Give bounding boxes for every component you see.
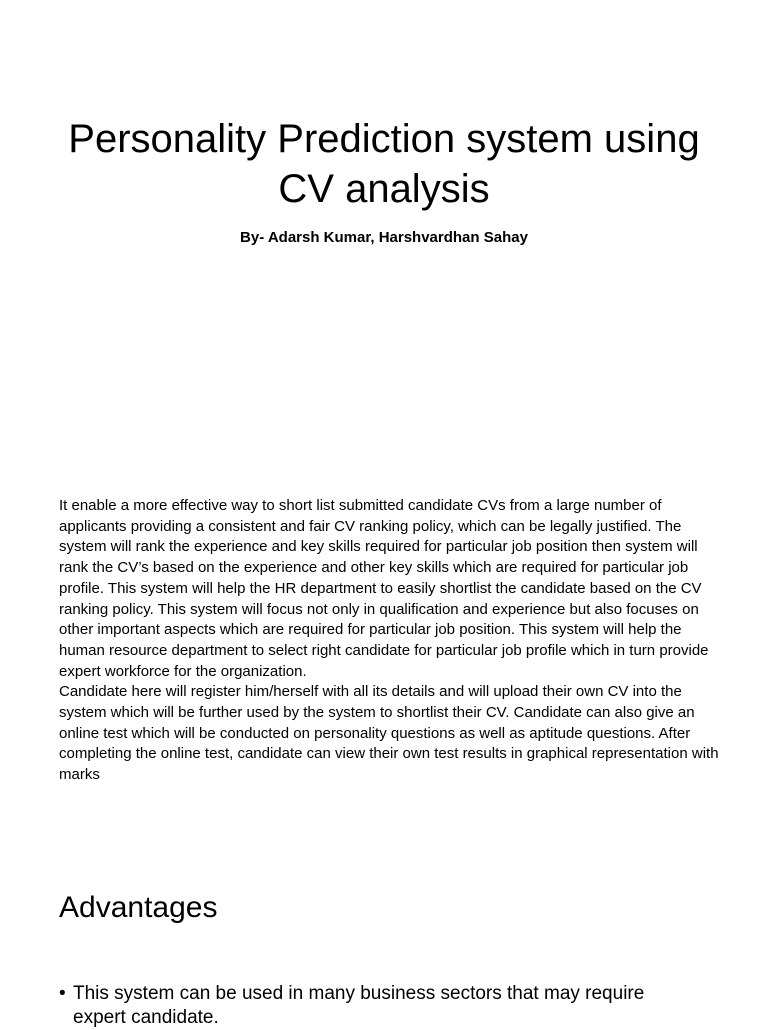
advantages-heading: Advantages bbox=[59, 891, 218, 924]
description-paragraph: It enable a more effective way to short list submitted candidate CVs from a large number of applicants providing a consistent and fair CV ranking policy, which can be legally justified. The system will rank the experience and key skills required for particular job position then system will rank the CV’s based on the experience and other key skills which are required for particular job profile. This system will help the HR department to easily shortlist the candidate based on the CV ranking policy. This system will focus not only in qualification and experience but also focuses on other important aspects which are required for particular job position. This system will help the human resource department to select right candidate for particular job profile which in turn provide expert workforce for the organization. bbox=[59, 497, 709, 680]
description-text bbox=[59, 496, 719, 786]
slide-title: Personality Prediction system using CV analysis bbox=[68, 117, 700, 211]
list-item bbox=[59, 982, 699, 1030]
description-paragraph: Candidate here will register him/herself with all its details and will upload their own CV into the system which will be further used by the system to shortlist their CV. Candidate can also give an online test which will be conducted on personality questions as well as aptitude questions. After completing the online test, candidate can view their own test results in graphical representation with marks bbox=[59, 683, 719, 784]
list-item-text: This system can be used in many business sectors that may require expert candidate. bbox=[73, 983, 645, 1028]
bullet-icon: • bbox=[59, 983, 66, 1004]
author-line: By- Adarsh Kumar, Harshvardhan Sahay bbox=[240, 229, 528, 246]
advantages-list bbox=[59, 982, 699, 1030]
